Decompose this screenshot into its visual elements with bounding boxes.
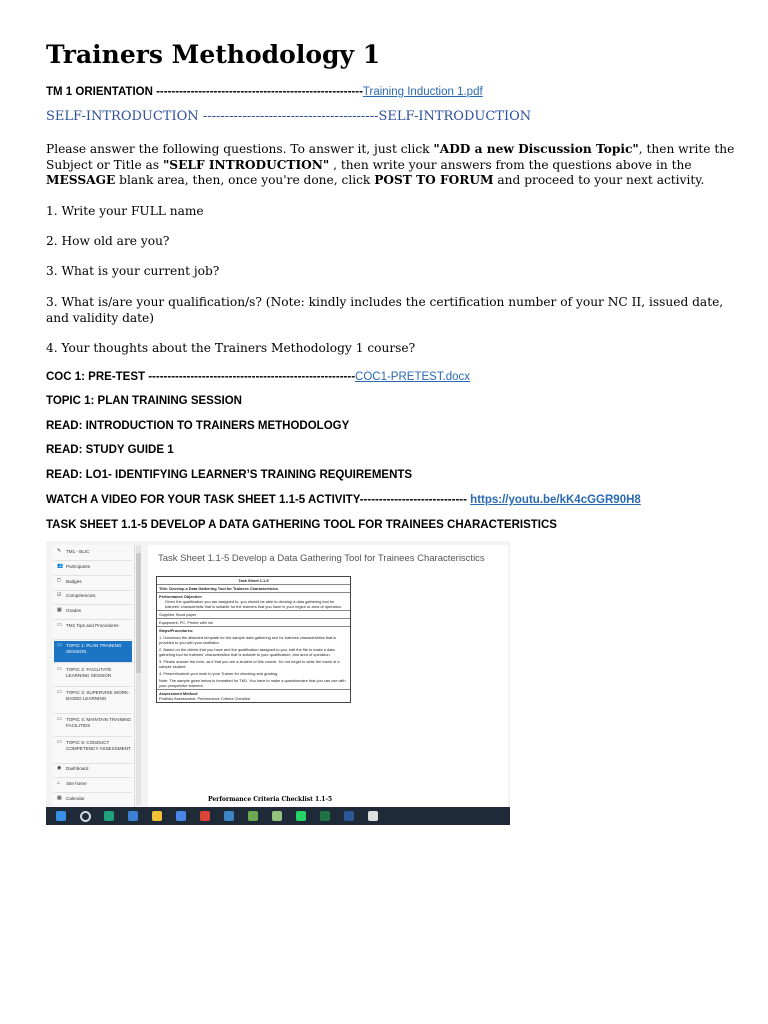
sidebar-item[interactable] <box>54 738 132 764</box>
sidebar-item-label: Grades <box>66 608 82 613</box>
training-induction-link[interactable]: Training Induction 1.pdf <box>362 86 483 98</box>
sidebar-item-icon: ▭ <box>57 642 62 648</box>
sidebar-item-label: Competencies <box>66 593 96 598</box>
step-2: 2. Based on the clients that you have and the qualification assigned to you, edit the file to make a data gathering tool for trainees' characteristics that is suitable to your qualification, and area of operation. <box>159 647 335 657</box>
app-icon[interactable] <box>176 811 186 821</box>
page-title: Trainers Methodology 1 <box>46 40 381 69</box>
sidebar-item[interactable] <box>54 779 132 793</box>
performance-criteria-heading: Performance Criteria Checklist 1.1-5 <box>208 796 333 803</box>
sidebar-item-icon: ◉ <box>57 765 62 771</box>
topic1-label: TOPIC 1: PLAN TRAINING SESSION <box>46 395 242 407</box>
sidebar-item[interactable] <box>54 606 132 620</box>
sidebar-item[interactable] <box>54 591 132 605</box>
objective-text: Given the qualification you are assigned to, you should be able to develop a data gathering tool for trainees' characteristic that is suitable for the learners that you have in your region or area of operation. <box>165 599 342 609</box>
sidebar-item[interactable] <box>54 547 132 561</box>
sidebar-item-icon: ▦ <box>57 607 62 613</box>
sidebar-item-label: TOPIC 3: SUPERVISE WORK-BASED LEARNING <box>66 690 130 701</box>
sidebar-item-icon: ▭ <box>57 666 62 672</box>
instr-text-3: , then write your answers from the questions above in the <box>329 157 692 172</box>
sidebar-item[interactable] <box>54 641 132 663</box>
sidebar-item-icon: ▦ <box>57 795 62 801</box>
read-intro-label: READ: INTRODUCTION TO TRAINERS METHODOLOGY <box>46 420 350 432</box>
sidebar-item[interactable] <box>54 688 132 714</box>
instr-text-1: Please answer the following questions. To answer it, just click <box>46 142 434 156</box>
sidebar-item[interactable] <box>54 621 132 640</box>
table-title-row: Title: Develop a Data Gathering Tool for Trainees Characteristics <box>157 585 350 593</box>
table-equipment-row: Equipment: PC, Printer with ink <box>157 619 350 627</box>
watch-video-label: WATCH A VIDEO FOR YOUR TASK SHEET 1.1-5 ACTIVITY---------------------------- <box>46 494 467 506</box>
sidebar-item[interactable] <box>54 764 132 778</box>
scrollbar-thumb[interactable] <box>136 553 141 673</box>
sidebar-item-label: TOPIC 4: MAINTAIN TRAINING FACILITIES <box>66 717 132 728</box>
sidebar-item[interactable] <box>54 794 132 808</box>
sidebar-item-icon: ⌂ <box>57 780 61 786</box>
read-lo1-label: READ: LO1- IDENTIFYING LEARNER’S TRAINING REQUIREMENTS <box>46 469 413 481</box>
chrome-icon[interactable] <box>200 811 210 821</box>
embedded-screenshot <box>46 541 510 825</box>
content-title: Task Sheet 1.1-5 Develop a Data Gathering Tool for Trainees Characterisctics <box>158 553 485 564</box>
sidebar-item-icon: ▭ <box>57 689 62 695</box>
assessment-text: Portfolio Assessment, Performance Criteria Checklist <box>159 696 251 701</box>
sidebar-item-icon: ▭ <box>57 622 62 628</box>
watch-video-line <box>46 494 641 506</box>
question-5: 4. Your thoughts about the Trainers Methodology 1 course? <box>46 341 416 355</box>
instr-bold-message: MESSAGE <box>46 173 116 187</box>
sidebar-item-icon: 👥 <box>57 563 64 569</box>
step-4: 4. Present/submit your work to your Trainer for checking and grading. <box>159 671 279 676</box>
whatsapp-icon[interactable] <box>296 811 306 821</box>
sidebar-scrollbar[interactable] <box>136 545 141 805</box>
coc1-line <box>46 371 470 383</box>
app2-icon[interactable] <box>248 811 258 821</box>
lms-sidebar <box>52 545 135 807</box>
folder-icon[interactable] <box>152 811 162 821</box>
objective-label: Performance Objective: <box>159 594 203 599</box>
read-study-guide-label: READ: STUDY GUIDE 1 <box>46 444 174 456</box>
instr-bold-post: POST TO FORUM <box>374 173 494 187</box>
sidebar-item[interactable] <box>54 665 132 687</box>
sidebar-item-label: TM1 - BLIC <box>66 549 90 554</box>
table-objective-row <box>157 593 350 611</box>
instr-bold-self-intro: "SELF INTRODUCTION" <box>162 157 330 172</box>
cloud-icon[interactable] <box>368 811 378 821</box>
question-3: 3. What is your current job? <box>46 264 220 278</box>
windows-icon[interactable] <box>56 811 66 821</box>
self-introduction-heading: SELF-INTRODUCTION ----------------------------------------SELF-INTRODUCTION <box>46 109 532 124</box>
youtube-link[interactable]: https://youtu.be/kK4cGGR90H8 <box>470 494 641 506</box>
question-4: 3. What is/are your qualification/s? (Note: kindly includes the certification number of your NC II, issued date, and validity date) <box>46 295 724 325</box>
sidebar-item-label: TOPIC 1: PLAN TRAINING SESSION <box>66 643 122 654</box>
store-icon[interactable] <box>224 811 234 821</box>
lms-content <box>148 545 508 807</box>
sidebar-item[interactable] <box>54 562 132 576</box>
windows-taskbar <box>46 807 510 825</box>
sidebar-item-icon: ☑ <box>57 592 62 598</box>
instr-text-4: blank area, then, once you're done, click <box>115 173 375 187</box>
sidebar-item-label: Participants <box>66 564 91 569</box>
sidebar-item-icon: ⛉ <box>57 578 61 584</box>
sidebar-item-label: Dashboard <box>66 766 89 771</box>
sidebar-item-icon: ▭ <box>57 716 62 722</box>
edge-icon[interactable] <box>104 811 114 821</box>
instructions-paragraph <box>46 142 736 189</box>
question-1: 1. Write your FULL name <box>46 204 204 218</box>
instr-text-5: and proceed to your next activity. <box>493 173 705 187</box>
instr-bold-add-topic: "ADD a new Discussion Topic" <box>433 142 639 156</box>
tm1-orientation-label: TM 1 ORIENTATION ------------------------------------------------------ <box>46 86 363 98</box>
search-icon[interactable] <box>80 811 91 822</box>
table-assessment-row <box>157 690 350 702</box>
sidebar-item-label: TM1 Tips and Procedures <box>66 623 119 628</box>
word-icon[interactable] <box>344 811 354 821</box>
coc1-label: COC 1: PRE-TEST ------------------------------------------------------ <box>46 371 356 383</box>
instr-text-2: , then write the Subject or Title as <box>46 142 735 172</box>
question-2: 2. How old are you? <box>46 234 170 248</box>
task-sheet-table <box>156 576 351 703</box>
steps-label: Steps/Procedures: <box>159 628 194 633</box>
sidebar-item-icon: ✎ <box>57 548 62 554</box>
step-3: 3. Please answer the form, as if that you are a student of this course. Do not forget to write the name of a sample student. <box>159 659 340 669</box>
sidebar-item[interactable] <box>54 715 132 737</box>
sidebar-item-label: TOPIC 2: FACILITATE LEARNING SESSION <box>66 667 112 678</box>
task-sheet-label: TASK SHEET 1.1-5 DEVELOP A DATA GATHERING TOOL FOR TRAINEES CHARACTERISTICS <box>46 519 557 531</box>
sidebar-item[interactable] <box>54 577 132 591</box>
sidebar-item-label: Site home <box>66 781 87 786</box>
app3-icon[interactable] <box>272 811 282 821</box>
note: Note: The sample given below is formatted for TM1. You have to make a questionnaire that you can use with your prospective learners. <box>159 678 346 688</box>
table-steps-row <box>157 627 350 690</box>
tm1-orientation-line <box>46 86 483 98</box>
table-head: Task Sheet 1.1-5 <box>157 577 350 585</box>
excel-icon[interactable] <box>320 811 330 821</box>
explorer-icon[interactable] <box>128 811 138 821</box>
sidebar-item-label: Calendar <box>66 796 85 801</box>
table-supplies-row: Supplies: Bond paper <box>157 611 350 619</box>
coc1-pretest-link[interactable]: COC1-PRETEST.docx <box>355 371 471 383</box>
sidebar-item-label: Badges <box>66 579 82 584</box>
step-1: 1. Download the attached template for the sample data gathering tool for trainees characteristics that is provided to you with your facilitator. <box>159 635 337 645</box>
sidebar-item-icon: ▭ <box>57 739 62 745</box>
sidebar-item-label: TOPIC 5: CONDUCT COMPETENCY ASSESSMENT <box>66 740 131 751</box>
assessment-label: Assessment Method: <box>159 691 199 696</box>
